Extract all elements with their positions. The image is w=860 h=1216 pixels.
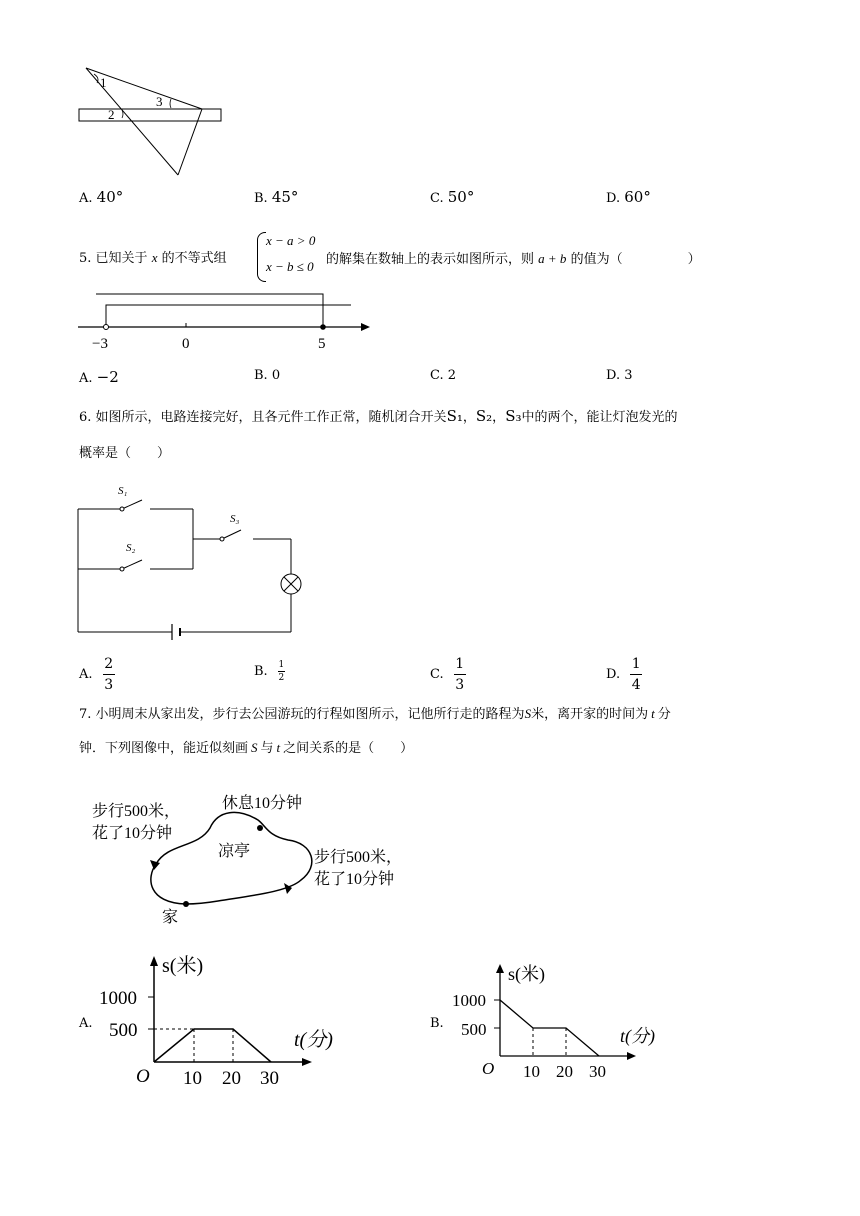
- y-tick-label: 1000: [99, 988, 137, 1009]
- q4-angle3-label: 3: [156, 94, 163, 109]
- q4-option-c[interactable]: [430, 188, 474, 206]
- fraction: [454, 656, 466, 693]
- q7-option-a-letter[interactable]: A.: [79, 1016, 93, 1031]
- map-right-line2: 花了10分钟: [314, 871, 395, 888]
- closed-point: [320, 324, 326, 330]
- separator: ，: [462, 410, 476, 425]
- axis-label: −3: [92, 336, 108, 352]
- stem-text: 的值为（ ）: [570, 252, 701, 267]
- x-tick-label: 10: [523, 1062, 540, 1081]
- option-value: −2: [96, 368, 119, 386]
- axis-label: 0: [182, 336, 190, 352]
- x-tick-label: 30: [260, 1068, 279, 1089]
- q5-stem-cont: [326, 248, 701, 267]
- q4-angle2-label: 2: [108, 107, 115, 122]
- axis-arrow: [361, 323, 370, 331]
- question-number: 5.: [79, 251, 92, 266]
- numerator: 1: [631, 656, 641, 672]
- option-letter: A.: [79, 191, 93, 206]
- math-var: S: [251, 740, 258, 755]
- s3-contact: [220, 537, 224, 541]
- circuit-label-s2: S₂: [126, 542, 136, 554]
- denominator: 4: [631, 677, 641, 693]
- x-axis-label: t(分): [294, 1029, 333, 1051]
- x-axis-label: t(分): [620, 1026, 655, 1046]
- y-axis-label: s(米): [508, 964, 545, 984]
- map-home-label: 家: [162, 909, 179, 926]
- y-axis-arrow: [150, 956, 158, 966]
- stem-text: 与: [260, 741, 274, 756]
- denominator: 3: [104, 677, 114, 693]
- q4-angle3-arc: [170, 99, 171, 108]
- denominator: 3: [455, 677, 465, 693]
- q4-triangle-side-right: [178, 109, 202, 175]
- s2-contact: [120, 567, 124, 571]
- stem-text: 已知关于: [95, 251, 148, 266]
- x-axis-arrow: [627, 1052, 636, 1060]
- fraction: [630, 656, 642, 693]
- option-value: 40°: [96, 188, 124, 206]
- denominator: 2: [278, 673, 285, 683]
- q6-stem-line2: 概率是（ ）: [79, 446, 171, 461]
- x-tick-label: 10: [183, 1068, 202, 1089]
- graph-line: [500, 1000, 599, 1056]
- math-var: t: [276, 740, 281, 755]
- option-letter: A.: [79, 667, 93, 682]
- stem-text: 分: [657, 707, 671, 722]
- separator: ，: [492, 410, 506, 425]
- stem-text: 中的两个，能让灯泡发光的: [521, 410, 678, 425]
- inequality-brace: [257, 232, 266, 282]
- option-value: 0: [271, 368, 281, 383]
- option-letter: D.: [606, 667, 621, 682]
- x-tick-label: 20: [222, 1068, 241, 1089]
- math-var: x: [151, 250, 158, 265]
- q7-stem-line2: [79, 738, 413, 759]
- option-letter: B.: [254, 368, 268, 383]
- option-letter: C.: [430, 667, 444, 682]
- q5-option-a[interactable]: [79, 368, 119, 386]
- q4-option-d[interactable]: [606, 188, 651, 206]
- switch-label: S₁: [446, 407, 463, 425]
- numerator: 2: [104, 656, 114, 672]
- circuit-label-s3: S₃: [230, 513, 240, 525]
- q5-number-line: [78, 288, 378, 360]
- option-letter: D.: [606, 191, 621, 206]
- origin-label: O: [136, 1066, 150, 1087]
- q6-circuit: [70, 478, 310, 643]
- option-letter: C.: [430, 191, 444, 206]
- stem-text: 小明周末从家出发，步行去公园游玩的行程如图所示，记他所行走的路程为: [95, 707, 525, 722]
- option-letter: B.: [254, 191, 268, 206]
- s1-contact: [120, 507, 124, 511]
- math-var: S: [524, 706, 532, 721]
- y-tick-label: 1000: [452, 991, 486, 1010]
- stem-text: 之间关系的是（ ）: [283, 741, 414, 756]
- q7-route-map: [88, 788, 418, 928]
- map-right-line1: 步行500米，: [314, 849, 403, 866]
- q4-option-b[interactable]: [254, 188, 298, 206]
- y-tick-label: 500: [461, 1020, 487, 1039]
- numerator: 1: [455, 656, 465, 672]
- stem-text: 的解集在数轴上的表示如图所示，则: [326, 252, 535, 267]
- stem-text: 的不等式组: [161, 251, 227, 266]
- graph-line: [154, 1029, 271, 1062]
- q7-option-b-letter[interactable]: B.: [430, 1016, 444, 1031]
- lamp-icon: [281, 574, 301, 594]
- circuit-label-s1: S₁: [118, 485, 128, 497]
- q6-option-a[interactable]: [79, 656, 115, 693]
- q7-graph-b[interactable]: [446, 960, 676, 1084]
- math-var: t: [651, 706, 655, 721]
- stem-text: 如图所示，电路连接完好，且各元件工作正常，随机闭合开关: [95, 410, 447, 425]
- stem-text: 钟．下列图像中，能近似刻画: [79, 741, 249, 756]
- option-value: 60°: [624, 188, 651, 206]
- option-value: 50°: [447, 188, 475, 206]
- option-value: 2: [447, 368, 457, 383]
- fraction: [278, 660, 285, 683]
- map-top-label: 休息10分钟: [222, 795, 303, 812]
- y-tick-label: 500: [109, 1020, 138, 1041]
- x-tick-label: 30: [589, 1062, 606, 1081]
- question-number: 7.: [79, 707, 92, 722]
- x-tick-label: 20: [556, 1062, 573, 1081]
- q4-angle2-arc: [122, 110, 123, 118]
- option-letter: A.: [79, 371, 93, 386]
- question-number: 6.: [79, 410, 92, 425]
- map-left-line2: 花了10分钟: [92, 825, 173, 842]
- option-letter: B.: [254, 664, 268, 679]
- solution-bracket-upper: [96, 294, 323, 327]
- fraction: [103, 656, 115, 693]
- option-letter: C.: [430, 368, 444, 383]
- inequality-2: x − b ≤ 0: [266, 259, 314, 274]
- q4-option-a[interactable]: [79, 188, 123, 206]
- q6-option-c[interactable]: [430, 656, 466, 693]
- q6-stem-line1: [79, 406, 678, 428]
- q4-figure: [70, 60, 240, 185]
- axis-label: 5: [318, 336, 326, 352]
- q5-option-b[interactable]: [254, 368, 280, 383]
- x-axis-arrow: [302, 1058, 312, 1066]
- q4-angle1-label: 1: [100, 75, 107, 90]
- map-center-label: 凉亭: [218, 843, 251, 860]
- switch-label: S₂: [475, 407, 493, 425]
- inequality-1: x − a > 0: [266, 233, 316, 248]
- battery-icon: [172, 624, 180, 640]
- option-value: 3: [624, 368, 633, 383]
- option-letter: D.: [606, 368, 621, 383]
- y-axis-arrow: [496, 964, 504, 973]
- origin-label: O: [482, 1059, 495, 1078]
- math-expr: a + b: [538, 251, 567, 266]
- q7-stem-line1: [79, 704, 671, 725]
- numerator: 1: [278, 660, 285, 670]
- pavilion-point: [257, 825, 263, 831]
- q6-option-d[interactable]: [606, 656, 642, 693]
- map-left-line1: 步行500米，: [92, 803, 181, 820]
- q5-option-d[interactable]: [606, 368, 633, 383]
- q5-stem: [79, 248, 227, 269]
- q6-option-b[interactable]: [254, 660, 285, 683]
- q7-graph-a[interactable]: [96, 950, 346, 1090]
- y-axis-label: s(米): [162, 955, 204, 977]
- q5-option-c[interactable]: [430, 368, 456, 383]
- option-value: 45°: [271, 188, 299, 206]
- solution-bracket-lower: [106, 305, 351, 327]
- open-point: [104, 325, 109, 330]
- switch-label: S₃: [505, 407, 522, 425]
- home-point: [183, 901, 189, 907]
- stem-text: 米，离开家的时间为: [531, 707, 649, 722]
